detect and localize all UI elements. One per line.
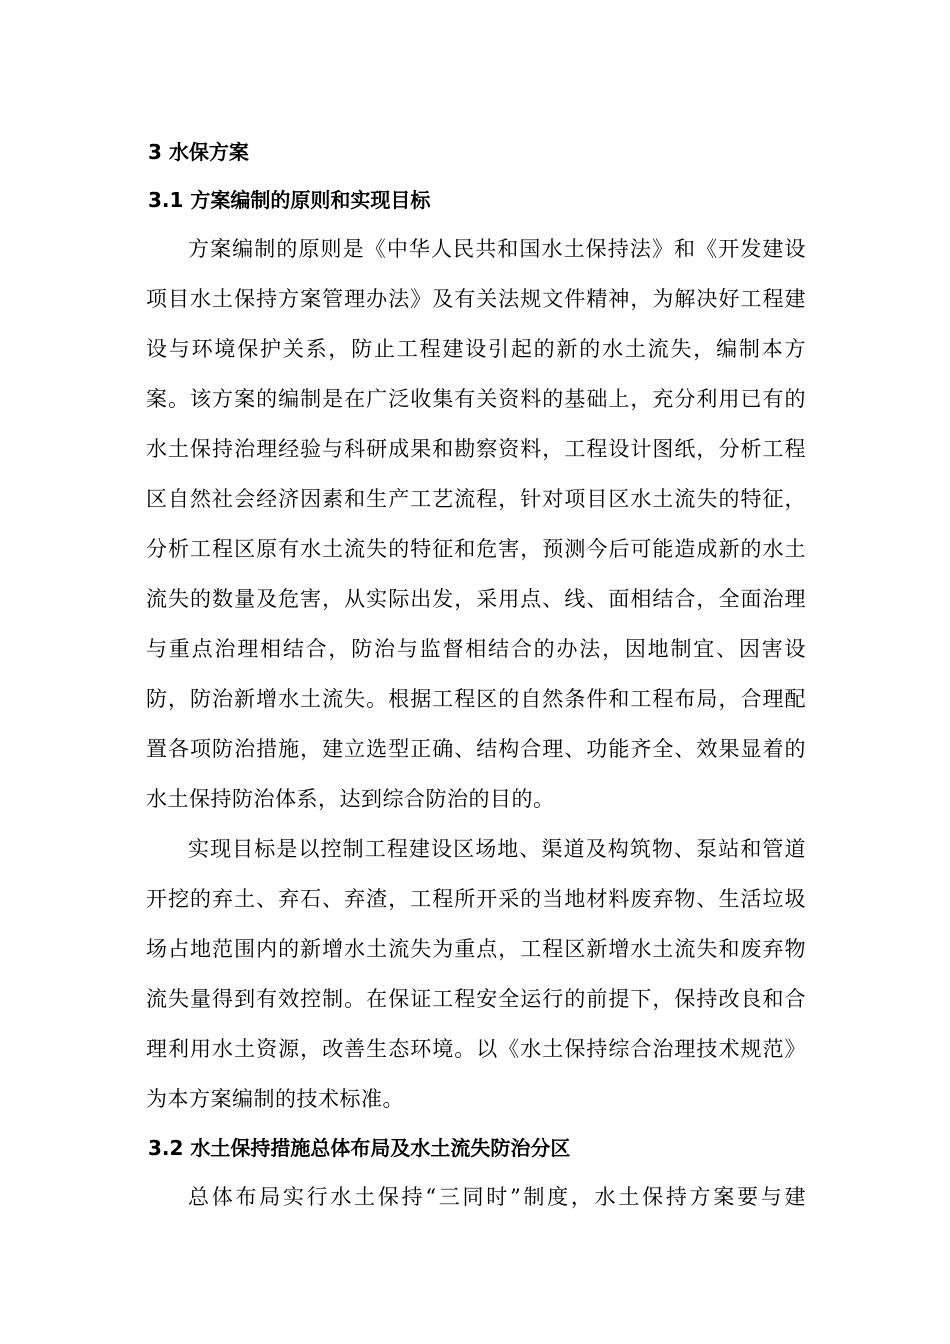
section-heading-3-1: 3.1 方案编制的原则和实现目标 <box>148 188 431 212</box>
document-page <box>146 128 806 1222</box>
paragraph-layout: 总体布局实行水土保持“三同时”制度，水土保持方案要与建 <box>188 1185 806 1209</box>
section-heading-3-2: 3.2 水土保持措施总体布局及水土流失防治分区 <box>148 1136 571 1160</box>
paragraph-goal: 实现目标是以控制工程建设区场地、渠道及构筑物、泵站和管道开挖的弃土、弃石、弃渣，工程所开采的当地材料废弃物、生活垃圾场占地范围内的新增水土流失为重点，工程区新增水土流失和废弃物流失量得到有效控制。在保证工程安全运行的前提下，保持改良和合理利用水土资源，改善生态环境。以《水土保持综合治理技术规范》为本方案编制的技术标准。 <box>146 837 806 1111</box>
paragraph-principle: 方案编制的原则是《中华人民共和国水土保持法》和《开发建设项目水土保持方案管理办法》及有关法规文件精神，为解决好工程建设与环境保护关系，防止工程建设引起的新的水土流失，编制本方案。该方案的编制是在广泛收集有关资料的基础上，充分利用已有的水土保持治理经验与科研成果和勘察资料，工程设计图纸，分析工程区自然社会经济因素和生产工艺流程，针对项目区水土流失的特征，分析工程区原有水土流失的特征和危害，预测今后可能造成新的水土流失的数量及危害，从实际出发，采用点、线、面相结合，全面治理与重点治理相结合，防治与监督相结合的办法，因地制宜、因害设防，防治新增水土流失。根据工程区的自然条件和工程布局，合理配置各项防治措施，建立选型正确、结构合理、功能齐全、效果显着的水土保持防治体系，达到综合防治的目的。 <box>146 237 806 811</box>
section-heading-3: 3 水保方案 <box>148 140 249 164</box>
